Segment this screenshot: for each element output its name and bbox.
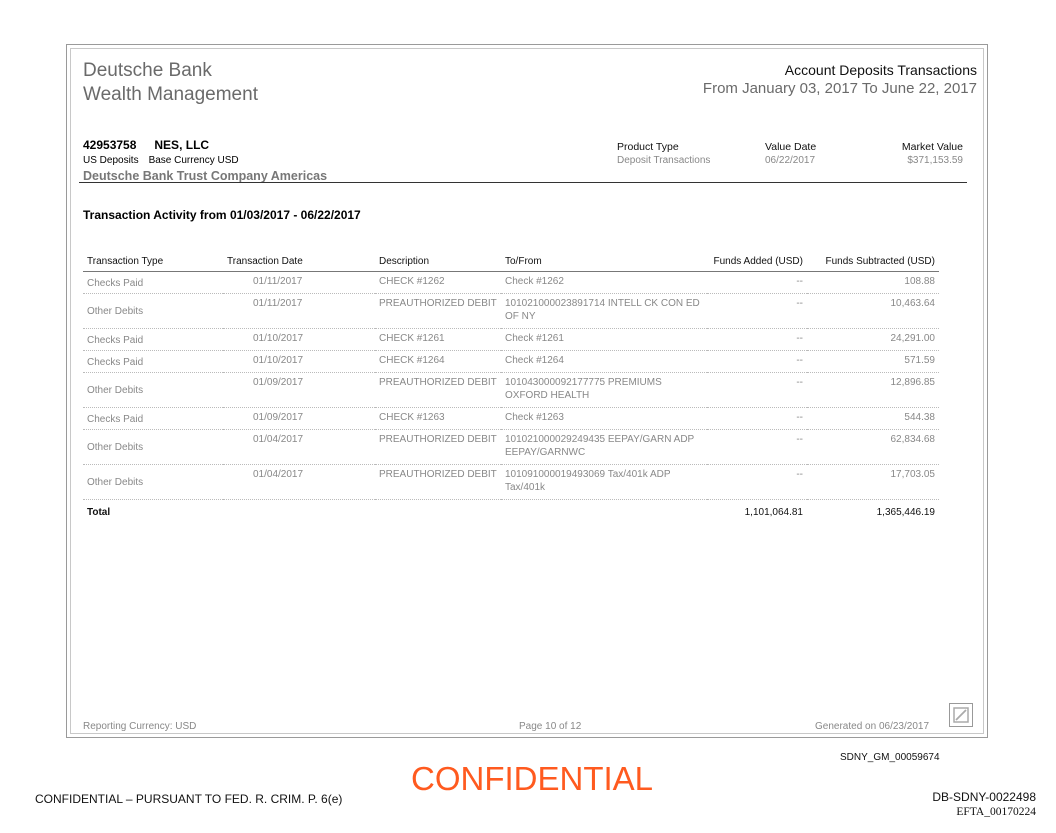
product-type-value: Deposit Transactions bbox=[617, 155, 711, 166]
account-heading bbox=[83, 138, 209, 152]
market-value-label: Market Value bbox=[901, 141, 963, 153]
total-row bbox=[83, 500, 939, 522]
cell-funds-added: -- bbox=[707, 272, 807, 294]
activity-title-dates: 01/03/2017 - 06/22/2017 bbox=[229, 208, 361, 222]
cell-funds-added: -- bbox=[707, 465, 807, 500]
cell-funds-added: -- bbox=[707, 408, 807, 430]
col-transaction-date: Transaction Date bbox=[223, 253, 375, 272]
cell-type: Other Debits bbox=[83, 373, 223, 408]
cell-date: 01/09/2017 bbox=[223, 373, 375, 408]
efta-number: EFTA_00170224 bbox=[956, 806, 1036, 818]
value-date-label: Value Date bbox=[765, 141, 817, 153]
generated-date: Generated on 06/23/2017 bbox=[815, 721, 929, 732]
statement-frame bbox=[66, 44, 988, 738]
db-bates-number: DB-SDNY-0022498 bbox=[932, 790, 1036, 804]
cell-funds-subtracted: 24,291.00 bbox=[807, 329, 939, 351]
report-title: Account Deposits Transactions bbox=[784, 62, 977, 78]
col-description: Description bbox=[375, 253, 501, 272]
col-transaction-type: Transaction Type bbox=[83, 253, 223, 272]
transactions-table bbox=[83, 253, 939, 521]
bank-division: Wealth Management bbox=[83, 84, 258, 105]
cell-description: CHECK #1263 bbox=[375, 408, 501, 430]
account-type: US Deposits bbox=[83, 155, 139, 166]
cell-to-from: Check #1264 bbox=[501, 351, 707, 373]
cell-date: 01/04/2017 bbox=[223, 465, 375, 500]
cell-type: Checks Paid bbox=[83, 329, 223, 351]
value-date-value: 06/22/2017 bbox=[765, 155, 816, 166]
cell-description: CHECK #1261 bbox=[375, 329, 501, 351]
col-funds-subtracted: Funds Subtracted (USD) bbox=[807, 253, 939, 272]
cell-date: 01/04/2017 bbox=[223, 430, 375, 465]
col-to-from: To/From bbox=[501, 253, 707, 272]
cell-type: Checks Paid bbox=[83, 272, 223, 294]
cell-funds-subtracted: 62,834.68 bbox=[807, 430, 939, 465]
cell-to-from: 101091000019493069 Tax/401k ADP Tax/401k bbox=[501, 465, 707, 500]
cell-funds-subtracted: 571.59 bbox=[807, 351, 939, 373]
cell-to-from: 101021000029249435 EEPAY/GARN ADP EEPAY/GARNWC bbox=[501, 430, 707, 465]
cell-funds-added: -- bbox=[707, 351, 807, 373]
cell-funds-subtracted: 10,463.64 bbox=[807, 294, 939, 329]
market-value-value: $371,153.59 bbox=[907, 155, 963, 166]
cell-description: PREAUTHORIZED DEBIT bbox=[375, 294, 501, 329]
cell-to-from: 101021000023891714 INTELL CK CON ED OF NY bbox=[501, 294, 707, 329]
cell-to-from: Check #1261 bbox=[501, 329, 707, 351]
cell-type: Other Debits bbox=[83, 294, 223, 329]
account-subline bbox=[83, 155, 239, 166]
table-row bbox=[83, 373, 939, 408]
account-number: 42953758 bbox=[83, 138, 137, 152]
cell-funds-added: -- bbox=[707, 294, 807, 329]
cell-description: CHECK #1262 bbox=[375, 272, 501, 294]
cell-to-from: Check #1262 bbox=[501, 272, 707, 294]
bank-name: Deutsche Bank bbox=[83, 60, 212, 81]
cell-to-from: Check #1263 bbox=[501, 408, 707, 430]
cell-funds-subtracted: 108.88 bbox=[807, 272, 939, 294]
trust-company: Deutsche Bank Trust Company Americas bbox=[83, 169, 328, 183]
cell-description: CHECK #1264 bbox=[375, 351, 501, 373]
cell-type: Checks Paid bbox=[83, 351, 223, 373]
cell-funds-added: -- bbox=[707, 430, 807, 465]
table-row bbox=[83, 351, 939, 373]
base-currency: Base Currency USD bbox=[148, 155, 239, 166]
cell-description: PREAUTHORIZED DEBIT bbox=[375, 430, 501, 465]
confidential-stamp: CONFIDENTIAL bbox=[411, 760, 654, 797]
cell-type: Checks Paid bbox=[83, 408, 223, 430]
cell-date: 01/11/2017 bbox=[223, 272, 375, 294]
header-divider bbox=[79, 182, 967, 183]
cell-type: Other Debits bbox=[83, 465, 223, 500]
cell-description: PREAUTHORIZED DEBIT bbox=[375, 465, 501, 500]
total-funds-subtracted: 1,365,446.19 bbox=[876, 507, 935, 518]
account-name: NES, LLC bbox=[154, 138, 210, 152]
cell-funds-subtracted: 544.38 bbox=[807, 408, 939, 430]
cell-type: Other Debits bbox=[83, 430, 223, 465]
cell-description: PREAUTHORIZED DEBIT bbox=[375, 373, 501, 408]
cell-funds-added: -- bbox=[707, 373, 807, 408]
cell-date: 01/11/2017 bbox=[223, 294, 375, 329]
total-funds-added: 1,101,064.81 bbox=[744, 507, 803, 518]
cell-to-from: 101043000092177775 PREMIUMS OXFORD HEALTH bbox=[501, 373, 707, 408]
reporting-currency: Reporting Currency: USD bbox=[83, 721, 197, 732]
table-row bbox=[83, 430, 939, 465]
cell-funds-subtracted: 12,896.85 bbox=[807, 373, 939, 408]
table-row bbox=[83, 465, 939, 500]
report-range: From January 03, 2017 To June 22, 2017 bbox=[702, 80, 977, 97]
cell-date: 01/10/2017 bbox=[223, 351, 375, 373]
table-row bbox=[83, 408, 939, 430]
cell-date: 01/10/2017 bbox=[223, 329, 375, 351]
col-funds-added: Funds Added (USD) bbox=[707, 253, 807, 272]
cell-funds-subtracted: 17,703.05 bbox=[807, 465, 939, 500]
page-number: Page 10 of 12 bbox=[519, 721, 582, 732]
activity-title-prefix: Transaction Activity from bbox=[83, 208, 230, 222]
product-type-label: Product Type bbox=[617, 141, 679, 153]
deutsche-bank-logo-icon bbox=[949, 703, 973, 727]
table-row bbox=[83, 294, 939, 329]
total-label: Total bbox=[87, 507, 111, 518]
activity-title bbox=[83, 208, 361, 222]
table-header-row bbox=[83, 253, 939, 272]
table-row bbox=[83, 272, 939, 294]
confidential-notice: CONFIDENTIAL – PURSUANT TO FED. R. CRIM. P. 6(e) bbox=[35, 792, 343, 806]
table-row bbox=[83, 329, 939, 351]
sdny-bates-number: SDNY_GM_00059674 bbox=[840, 752, 940, 763]
cell-funds-added: -- bbox=[707, 329, 807, 351]
cell-date: 01/09/2017 bbox=[223, 408, 375, 430]
